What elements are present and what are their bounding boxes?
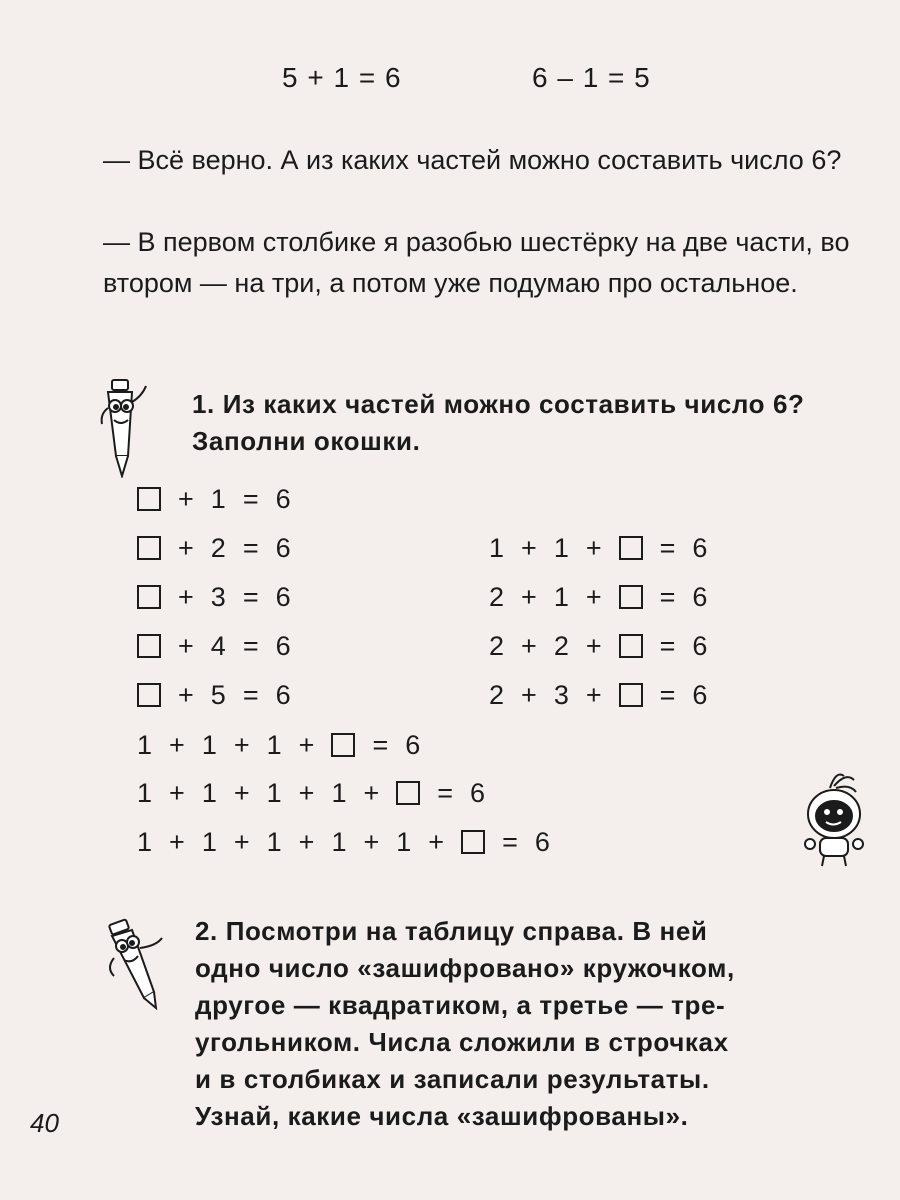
equation-number: 6	[275, 679, 291, 710]
task-2-line: другое — квадратиком, а третье — тре-	[195, 990, 726, 1020]
equation-operator: =	[659, 581, 676, 612]
equation-operator: +	[363, 777, 380, 808]
equation-operator: +	[521, 679, 537, 710]
equation-operator: +	[233, 826, 250, 857]
answer-box[interactable]	[619, 683, 643, 707]
equation-number: 2	[553, 630, 569, 661]
equation-operator: +	[521, 532, 537, 563]
robot-mascot-icon	[800, 766, 870, 875]
task-1-text	[192, 386, 872, 460]
equation-number: 1	[137, 729, 153, 760]
equation-number: 3	[553, 679, 569, 710]
equation-row	[489, 629, 707, 663]
equation-row	[489, 678, 707, 712]
equation-number: 6	[692, 679, 708, 710]
equation-number: 2	[489, 581, 505, 612]
equation-operator: +	[178, 679, 194, 710]
answer-box[interactable]	[137, 634, 161, 658]
dialog-line-2: — В первом столбике я разобью шестёрку на две части, во втором — на три, а потом уже подумаю про остальное.	[103, 227, 850, 298]
equation-operator: +	[169, 729, 185, 760]
equation-operator: =	[437, 777, 454, 808]
equation-row	[137, 580, 291, 614]
equation-number: 5	[210, 679, 226, 710]
equation-row	[489, 531, 707, 565]
equation-row	[137, 482, 291, 516]
top-equation-2: 6 – 1 = 5	[532, 62, 651, 93]
equation-operator: +	[178, 532, 194, 563]
answer-box[interactable]	[137, 683, 161, 707]
equation-operator: +	[233, 729, 250, 760]
equation-row	[137, 531, 291, 565]
task-2-text	[195, 913, 875, 1135]
equation-number: 4	[210, 630, 226, 661]
equation-operator: =	[242, 679, 259, 710]
equation-row	[489, 580, 707, 614]
equation-operator: =	[659, 630, 676, 661]
dialog-line-1: — Всё верно. А из каких частей можно составить число 6?	[103, 145, 842, 175]
equation-number: 6	[692, 581, 708, 612]
equation-number: 3	[210, 581, 226, 612]
equation-operator: =	[502, 826, 518, 857]
equation-operator: +	[298, 826, 315, 857]
equation-number: 1	[553, 532, 569, 563]
equation-operator: =	[242, 532, 259, 563]
equation-number: 2	[210, 532, 226, 563]
equation-operator: +	[585, 679, 602, 710]
equation-operator: +	[178, 483, 194, 514]
answer-box[interactable]	[619, 634, 643, 658]
equation-operator: =	[242, 483, 259, 514]
equation-number: 1	[137, 826, 153, 857]
equation-operator: +	[178, 581, 194, 612]
answer-box[interactable]	[619, 536, 643, 560]
equation-row	[137, 678, 291, 712]
equation-number: 6	[275, 630, 291, 661]
equation-row	[137, 825, 550, 859]
equation-operator: +	[521, 581, 537, 612]
task-2-line: угольником. Числа сложили в строчках	[195, 1027, 729, 1057]
equation-row	[137, 728, 420, 762]
equation-operator: =	[659, 679, 676, 710]
equation-operator: +	[169, 826, 185, 857]
equation-operator: =	[659, 532, 676, 563]
equation-number: 1	[201, 826, 217, 857]
equation-operator: +	[363, 826, 380, 857]
equation-row	[137, 776, 485, 810]
equation-number: 6	[405, 729, 421, 760]
equation-number: 1	[396, 826, 412, 857]
equation-number: 6	[470, 777, 486, 808]
equation-number: 6	[275, 581, 291, 612]
equation-row	[137, 629, 291, 663]
equation-number: 1	[553, 581, 569, 612]
task-2-line: одно число «зашифровано» кружочком,	[195, 953, 735, 983]
answer-box[interactable]	[137, 585, 161, 609]
equation-operator: +	[178, 630, 194, 661]
equation-number: 6	[534, 826, 550, 857]
equation-operator: +	[585, 532, 602, 563]
equation-operator: =	[242, 630, 259, 661]
equation-operator: +	[298, 777, 315, 808]
answer-box[interactable]	[137, 487, 161, 511]
equation-number: 1	[201, 729, 217, 760]
equation-number: 1	[266, 729, 282, 760]
top-equation-1: 5 + 1 = 6	[282, 62, 402, 93]
equation-number: 2	[489, 679, 505, 710]
answer-box[interactable]	[137, 536, 161, 560]
equation-operator: +	[428, 826, 445, 857]
equation-operator: +	[585, 581, 602, 612]
answer-box[interactable]	[461, 830, 485, 854]
equation-operator: +	[521, 630, 537, 661]
equation-operator: +	[585, 630, 602, 661]
equation-number: 1	[489, 532, 505, 563]
task-2-line: Узнай, какие числа «зашифрованы».	[195, 1101, 689, 1131]
page-number: 40	[30, 1108, 59, 1138]
equation-operator: +	[169, 777, 185, 808]
task-2-line: и в столбиках и записали результаты.	[195, 1064, 710, 1094]
equation-number: 1	[201, 777, 217, 808]
equation-operator: =	[242, 581, 259, 612]
equation-number: 1	[266, 777, 282, 808]
equation-number: 1	[210, 483, 226, 514]
task-1-instruction: Из каких частей можно составить число 6? Заполни окошки.	[192, 389, 805, 456]
answer-box[interactable]	[396, 781, 420, 805]
equation-number: 6	[692, 630, 708, 661]
answer-box[interactable]	[331, 733, 355, 757]
equation-number: 1	[331, 777, 347, 808]
equation-number: 1	[137, 777, 153, 808]
pencil-mascot-2-icon	[100, 918, 170, 1015]
pencil-mascot-icon	[98, 378, 160, 483]
answer-box[interactable]	[619, 585, 643, 609]
equation-number: 1	[266, 826, 282, 857]
task-1-number: 1.	[192, 389, 215, 419]
equation-number: 1	[331, 826, 347, 857]
equation-number: 6	[275, 532, 291, 563]
equation-operator: +	[233, 777, 250, 808]
equation-number: 2	[489, 630, 505, 661]
equation-number: 6	[692, 532, 708, 563]
equation-operator: =	[372, 729, 389, 760]
equation-number: 6	[275, 483, 291, 514]
task-2-line: 2. Посмотри на таблицу справа. В ней	[195, 916, 708, 946]
equation-operator: +	[298, 729, 315, 760]
